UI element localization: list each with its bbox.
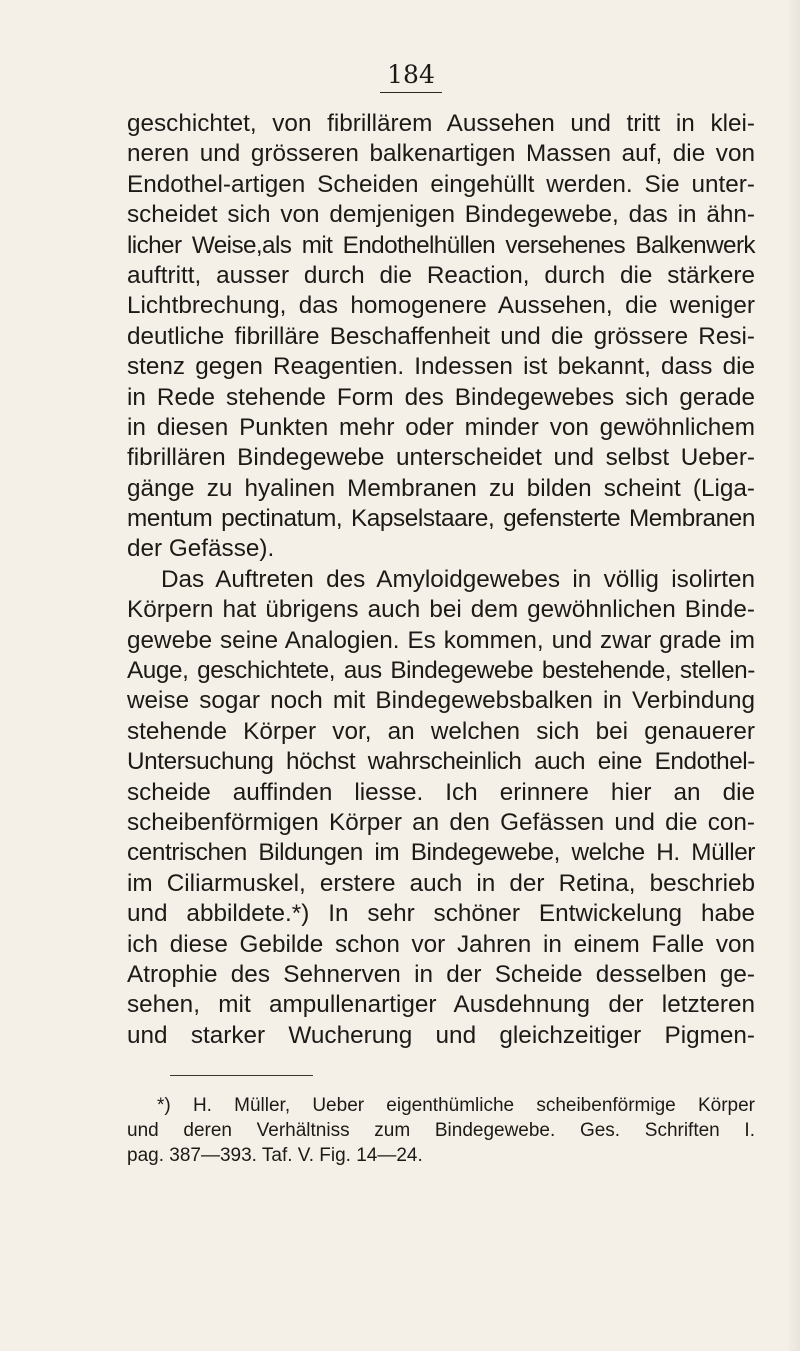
footnote-line: pag. 387—393. Taf. V. Fig. 14—24. bbox=[127, 1145, 423, 1166]
text-line: scheide auffinden liesse. Ich erinnere hier an die bbox=[127, 778, 755, 806]
footnote-divider bbox=[170, 1075, 313, 1076]
text-line: Endothel-artigen Scheiden eingehüllt werden. Sie unter- bbox=[127, 170, 755, 198]
text-line: gänge zu hyalinen Membranen zu bilden scheint (Liga- bbox=[127, 474, 755, 502]
text-line: gewebe seine Analogien. Es kommen, und zwar grade im bbox=[127, 626, 755, 654]
text-line: deutliche fibrilläre Beschaffenheit und die grössere Resi- bbox=[127, 322, 755, 350]
text-line: der Gefässe). bbox=[127, 535, 275, 563]
text-line: geschichtet, von fibrillärem Aussehen und tritt in klei- bbox=[127, 110, 755, 137]
footnote-line: *) H. Müller, Ueber eigenthümliche scheibenförmige Körper bbox=[157, 1095, 755, 1116]
text-line: im Ciliarmuskel, erstere auch in der Retina, beschrieb bbox=[127, 869, 755, 897]
text-line: licher Weise,als mit Endothelhüllen versehenes Balkenwerk bbox=[127, 231, 755, 259]
text-line: ich diese Gebilde schon vor Jahren in einem Falle von bbox=[127, 930, 755, 958]
text-line: und starker Wucherung und gleichzeitiger Pigmen- bbox=[127, 1021, 755, 1049]
text-line: fibrillären Bindegewebe unterscheidet und selbst Ueber- bbox=[127, 444, 755, 472]
page-edge-shadow bbox=[786, 0, 800, 1351]
text-line: weise sogar noch mit Bindegewebsbalken in Verbindung bbox=[127, 687, 755, 715]
text-line: Das Auftreten des Amyloidgewebes in völlig isolirten bbox=[161, 565, 755, 593]
text-line: centrischen Bildungen im Bindegewebe, welche H. Müller bbox=[127, 839, 755, 867]
text-line: scheidet sich von demjenigen Bindegewebe, das in ähn- bbox=[127, 201, 755, 229]
text-line: Körpern hat übrigens auch bei dem gewöhnlichen Binde- bbox=[127, 596, 755, 624]
text-line: Atrophie des Sehnerven in der Scheide desselben ge- bbox=[127, 960, 755, 988]
text-line: Lichtbrechung, das homogenere Aussehen, die weniger bbox=[127, 292, 755, 320]
footnote bbox=[127, 1093, 755, 1168]
text-line: auftritt, ausser durch die Reaction, durch die stärkere bbox=[127, 261, 755, 289]
text-line: sehen, mit ampullenartiger Ausdehnung der letzteren bbox=[127, 991, 755, 1019]
text-line: stehende Körper vor, an welchen sich bei genauerer bbox=[127, 717, 755, 745]
text-line: in Rede stehende Form des Bindegewebes sich gerade bbox=[127, 383, 755, 411]
page-number: 184 bbox=[380, 62, 442, 93]
text-line: neren und grösseren balkenartigen Massen auf, die von bbox=[127, 140, 755, 168]
text-line: Untersuchung höchst wahrscheinlich auch eine Endothel- bbox=[127, 748, 755, 776]
text-line: stenz gegen Reagentien. Indessen ist bekannt, dass die bbox=[127, 353, 755, 381]
text-line: Auge, geschichtete, aus Bindegewebe bestehende, stellen- bbox=[127, 657, 755, 685]
text-line: in diesen Punkten mehr oder minder von gewöhnlichem bbox=[127, 413, 755, 441]
text-line: mentum pectinatum, Kapselstaare, gefensterte Membranen bbox=[127, 505, 755, 533]
text-line: scheibenförmigen Körper an den Gefässen und die con- bbox=[127, 808, 755, 836]
body-text bbox=[127, 109, 755, 1051]
text-line: und abbildete.*) In sehr schöner Entwickelung habe bbox=[127, 900, 755, 928]
footnote-line: und deren Verhältniss zum Bindegewebe. Ges. Schriften I. bbox=[127, 1120, 755, 1141]
